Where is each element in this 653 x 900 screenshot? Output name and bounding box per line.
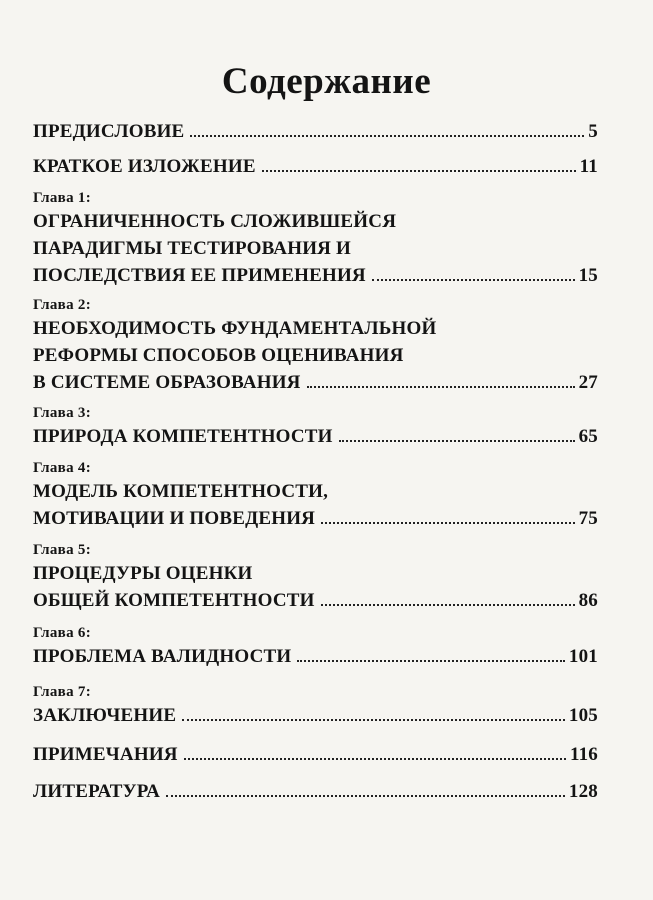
toc-entry-title: ПАРАДИГМЫ ТЕСТИРОВАНИЯ И (33, 238, 352, 259)
chapter-label: Глава 1: (33, 190, 92, 206)
toc-entry-chapter-2 (33, 296, 598, 396)
leader-dots (307, 386, 575, 388)
toc-entry-title: РЕФОРМЫ СПОСОБОВ ОЦЕНИВАНИЯ (33, 345, 404, 366)
toc-entry-title: НЕОБХОДИМОСТЬ ФУНДАМЕНТАЛЬНОЙ (33, 318, 437, 339)
toc-entry-chapter-5 (33, 541, 598, 614)
toc-entry-title: МОДЕЛЬ КОМПЕТЕНТНОСТИ, (33, 481, 329, 502)
toc-entry-title: ОБЩЕЙ КОМПЕТЕНТНОСТИ (33, 590, 315, 611)
leader-dots (182, 719, 565, 721)
toc-entry-title: ПОСЛЕДСТВИЯ ЕЕ ПРИМЕНЕНИЯ (33, 265, 366, 286)
leader-dots (166, 795, 565, 797)
toc-page-number: 105 (568, 705, 598, 726)
toc-entry-title: ОГРАНИЧЕННОСТЬ СЛОЖИВШЕЙСЯ (33, 211, 397, 232)
toc-page-number: 101 (568, 646, 598, 667)
toc-entry-title: ЗАКЛЮЧЕНИЕ (33, 705, 177, 726)
chapter-label: Глава 2: (33, 297, 92, 313)
leader-dots (297, 660, 565, 662)
leader-dots (184, 758, 566, 760)
toc-page-number: 75 (578, 508, 598, 529)
toc-page-number: 86 (578, 590, 598, 611)
toc-entry-chapter-1 (33, 189, 598, 289)
chapter-label: Глава 6: (33, 625, 92, 641)
leader-dots (339, 440, 575, 442)
toc-entry-title: ЛИТЕРАТУРА (33, 781, 161, 802)
toc-entry-title: В СИСТЕМЕ ОБРАЗОВАНИЯ (33, 372, 301, 393)
toc-entry-title: ПРИРОДА КОМПЕТЕНТНОСТИ (33, 426, 333, 447)
toc-page-number: 128 (568, 781, 598, 802)
leader-dots (321, 522, 574, 524)
toc-page-number: 5 (588, 121, 598, 142)
toc-entry-chapter-3 (33, 404, 598, 450)
toc-entry-title: ПРЕДИСЛОВИЕ (33, 121, 185, 142)
chapter-label: Глава 5: (33, 542, 92, 558)
chapter-label: Глава 7: (33, 684, 92, 700)
toc-entry-chapter-6 (33, 624, 598, 670)
leader-dots (190, 135, 584, 137)
toc-page-number: 27 (578, 372, 598, 393)
toc-entry-preface (33, 118, 598, 145)
toc-entry-literature (33, 778, 598, 805)
toc-entry-chapter-4 (33, 459, 598, 532)
leader-dots (372, 279, 575, 281)
chapter-label: Глава 4: (33, 460, 92, 476)
toc-page-number: 65 (578, 426, 598, 447)
toc-page-number: 15 (578, 265, 598, 286)
toc-page-number: 11 (579, 156, 598, 177)
toc-entry-title: ПРОБЛЕМА ВАЛИДНОСТИ (33, 646, 292, 667)
toc-entry-chapter-7 (33, 683, 598, 729)
toc-page-number: 116 (569, 744, 598, 765)
leader-dots (262, 170, 576, 172)
page-title: Содержание (221, 61, 432, 102)
toc-entry-title: КРАТКОЕ ИЗЛОЖЕНИЕ (33, 156, 256, 177)
toc-entry-title: ПРОЦЕДУРЫ ОЦЕНКИ (33, 563, 253, 584)
toc-entry-title: МОТИВАЦИИ И ПОВЕДЕНИЯ (33, 508, 316, 529)
chapter-label: Глава 3: (33, 405, 92, 421)
toc-entry-notes (33, 741, 598, 768)
toc-entry-summary (33, 153, 598, 180)
leader-dots (321, 604, 575, 606)
toc-entry-title: ПРИМЕЧАНИЯ (33, 744, 178, 765)
